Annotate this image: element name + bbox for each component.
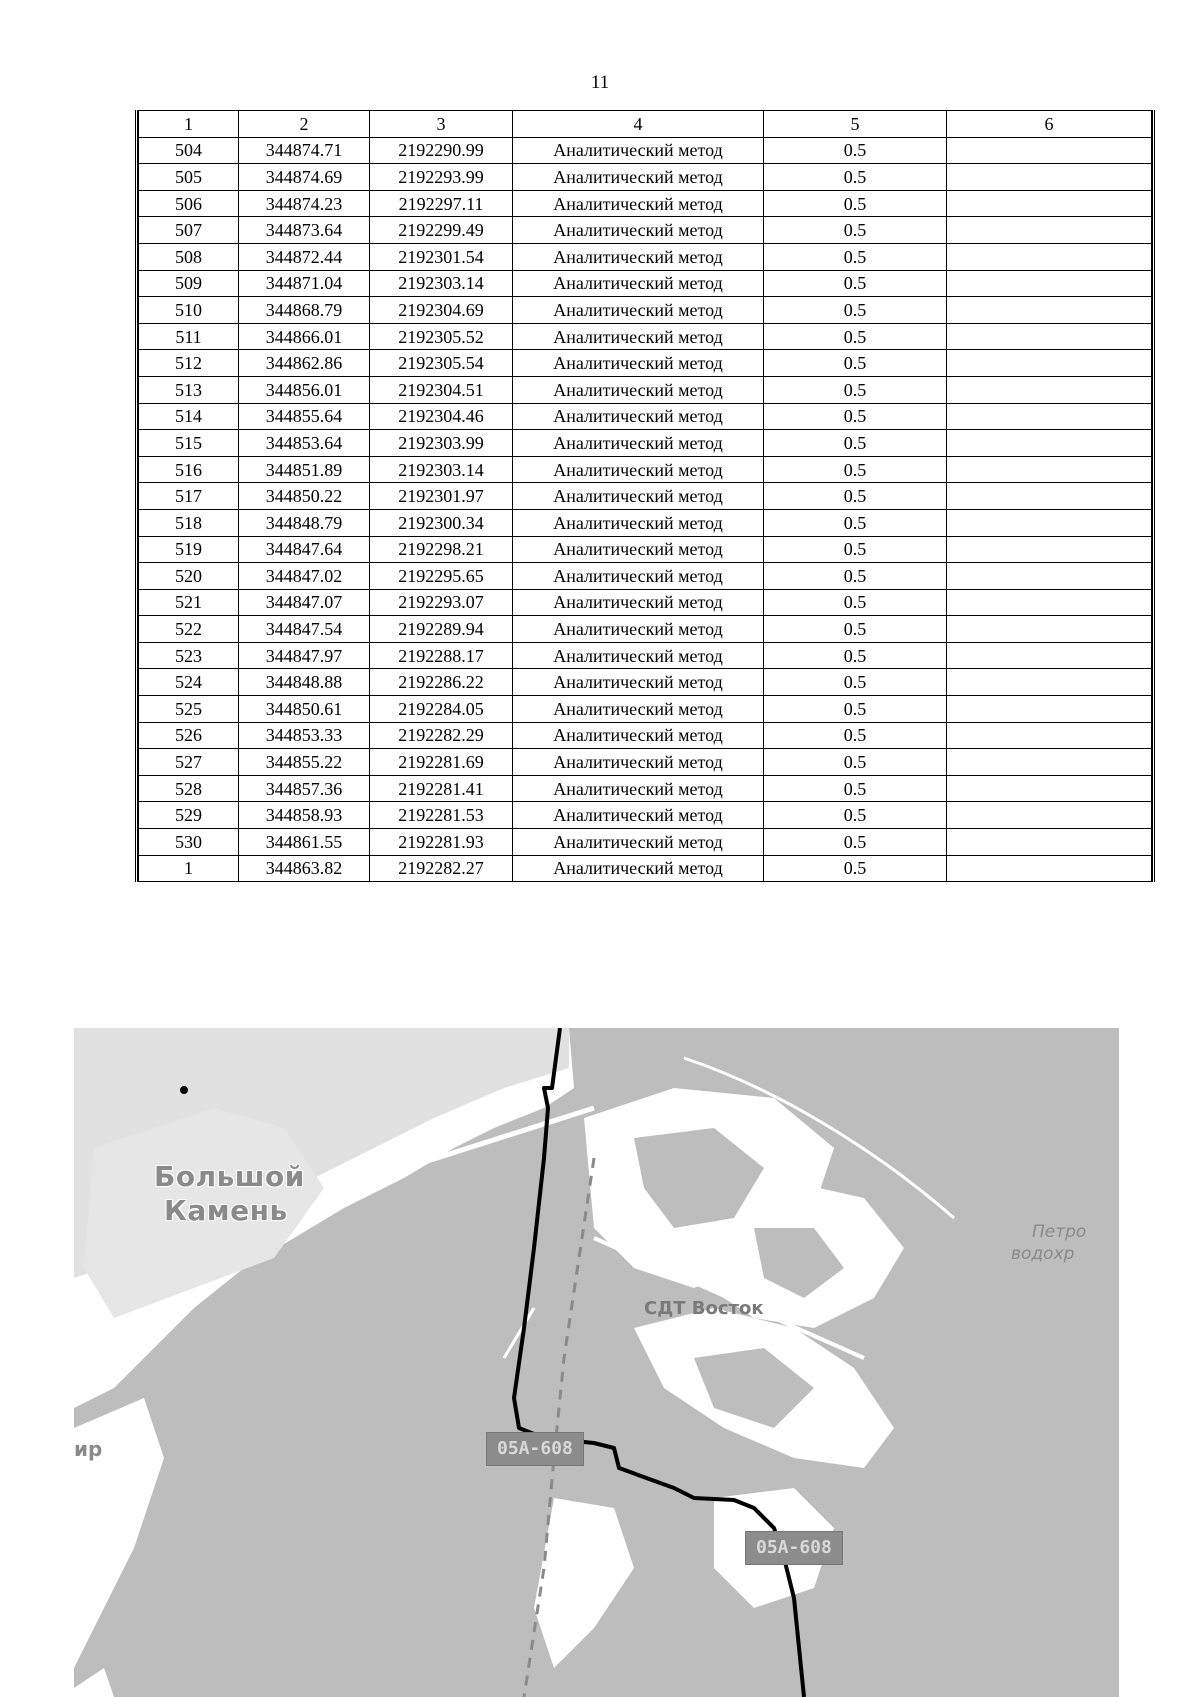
method-cell: Аналитический метод <box>513 696 764 723</box>
y-coordinate-cell: 2192281.93 <box>370 829 513 856</box>
table-row <box>139 775 1152 802</box>
location-dot <box>180 1086 188 1094</box>
accuracy-cell: 0.5 <box>764 270 947 297</box>
road-shield-1: 05А-608 <box>486 1432 584 1466</box>
table-row <box>139 589 1152 616</box>
accuracy-cell: 0.5 <box>764 616 947 643</box>
y-coordinate-cell: 2192281.41 <box>370 775 513 802</box>
accuracy-cell: 0.5 <box>764 642 947 669</box>
y-coordinate-cell: 2192282.29 <box>370 722 513 749</box>
accuracy-cell: 0.5 <box>764 829 947 856</box>
header-cell-4: 4 <box>513 111 764 138</box>
table-row <box>139 376 1152 403</box>
x-coordinate-cell: 344855.22 <box>239 749 370 776</box>
point-number-cell: 509 <box>139 270 239 297</box>
point-number-cell: 518 <box>139 509 239 536</box>
x-coordinate-cell: 344848.88 <box>239 669 370 696</box>
method-cell: Аналитический метод <box>513 855 764 882</box>
method-cell: Аналитический метод <box>513 722 764 749</box>
y-coordinate-cell: 2192303.14 <box>370 270 513 297</box>
table-row <box>139 217 1152 244</box>
note-cell <box>947 137 1152 164</box>
method-cell: Аналитический метод <box>513 376 764 403</box>
note-cell <box>947 749 1152 776</box>
table-row <box>139 403 1152 430</box>
point-number-cell: 528 <box>139 775 239 802</box>
x-coordinate-cell: 344856.01 <box>239 376 370 403</box>
map-fragment <box>74 1028 1119 1697</box>
table-header <box>139 111 1152 138</box>
table-row <box>139 749 1152 776</box>
x-coordinate-cell: 344861.55 <box>239 829 370 856</box>
x-coordinate-cell: 344874.69 <box>239 164 370 191</box>
method-cell: Аналитический метод <box>513 616 764 643</box>
method-cell: Аналитический метод <box>513 323 764 350</box>
note-cell <box>947 430 1152 457</box>
y-coordinate-cell: 2192290.99 <box>370 137 513 164</box>
x-coordinate-cell: 344863.82 <box>239 855 370 882</box>
accuracy-cell: 0.5 <box>764 243 947 270</box>
note-cell <box>947 829 1152 856</box>
method-cell: Аналитический метод <box>513 589 764 616</box>
note-cell <box>947 323 1152 350</box>
page-number: 11 <box>590 72 610 93</box>
accuracy-cell: 0.5 <box>764 509 947 536</box>
town-label-line1: Большой <box>154 1160 305 1193</box>
coordinates-table <box>138 110 1152 882</box>
x-coordinate-cell: 344862.86 <box>239 350 370 377</box>
accuracy-cell: 0.5 <box>764 749 947 776</box>
note-cell <box>947 297 1152 324</box>
y-coordinate-cell: 2192298.21 <box>370 536 513 563</box>
method-cell: Аналитический метод <box>513 775 764 802</box>
y-coordinate-cell: 2192288.17 <box>370 642 513 669</box>
note-cell <box>947 243 1152 270</box>
y-coordinate-cell: 2192301.97 <box>370 483 513 510</box>
accuracy-cell: 0.5 <box>764 430 947 457</box>
note-cell <box>947 350 1152 377</box>
x-coordinate-cell: 344847.97 <box>239 642 370 669</box>
method-cell: Аналитический метод <box>513 270 764 297</box>
method-cell: Аналитический метод <box>513 350 764 377</box>
x-coordinate-cell: 344872.44 <box>239 243 370 270</box>
point-number-cell: 508 <box>139 243 239 270</box>
accuracy-cell: 0.5 <box>764 483 947 510</box>
water-label-line1: Петро <box>1032 1222 1087 1242</box>
header-cell-1: 1 <box>139 111 239 138</box>
point-number-cell: 523 <box>139 642 239 669</box>
y-coordinate-cell: 2192293.07 <box>370 589 513 616</box>
point-number-cell: 505 <box>139 164 239 191</box>
note-cell <box>947 190 1152 217</box>
y-coordinate-cell: 2192301.54 <box>370 243 513 270</box>
x-coordinate-cell: 344871.04 <box>239 270 370 297</box>
point-number-cell: 522 <box>139 616 239 643</box>
x-coordinate-cell: 344858.93 <box>239 802 370 829</box>
note-cell <box>947 696 1152 723</box>
x-coordinate-cell: 344847.02 <box>239 563 370 590</box>
point-number-cell: 510 <box>139 297 239 324</box>
method-cell: Аналитический метод <box>513 563 764 590</box>
table-row <box>139 430 1152 457</box>
table-row <box>139 270 1152 297</box>
coordinates-table-frame <box>135 110 1155 882</box>
table-row <box>139 616 1152 643</box>
table-row <box>139 297 1152 324</box>
table-row <box>139 323 1152 350</box>
x-coordinate-cell: 344847.64 <box>239 536 370 563</box>
table-row <box>139 855 1152 882</box>
accuracy-cell: 0.5 <box>764 589 947 616</box>
point-number-cell: 507 <box>139 217 239 244</box>
table-row <box>139 164 1152 191</box>
y-coordinate-cell: 2192293.99 <box>370 164 513 191</box>
point-number-cell: 519 <box>139 536 239 563</box>
accuracy-cell: 0.5 <box>764 536 947 563</box>
x-coordinate-cell: 344851.89 <box>239 456 370 483</box>
point-number-cell: 512 <box>139 350 239 377</box>
x-coordinate-cell: 344850.22 <box>239 483 370 510</box>
y-coordinate-cell: 2192297.11 <box>370 190 513 217</box>
accuracy-cell: 0.5 <box>764 164 947 191</box>
water-label-line2: водохр <box>1011 1244 1075 1264</box>
method-cell: Аналитический метод <box>513 483 764 510</box>
accuracy-cell: 0.5 <box>764 190 947 217</box>
note-cell <box>947 855 1152 882</box>
town-label-line2: Камень <box>164 1194 288 1227</box>
map-canvas <box>74 1028 1119 1697</box>
y-coordinate-cell: 2192303.99 <box>370 430 513 457</box>
point-number-cell: 526 <box>139 722 239 749</box>
method-cell: Аналитический метод <box>513 536 764 563</box>
method-cell: Аналитический метод <box>513 403 764 430</box>
point-number-cell: 529 <box>139 802 239 829</box>
accuracy-cell: 0.5 <box>764 376 947 403</box>
method-cell: Аналитический метод <box>513 217 764 244</box>
table-row <box>139 536 1152 563</box>
x-coordinate-cell: 344857.36 <box>239 775 370 802</box>
method-cell: Аналитический метод <box>513 190 764 217</box>
header-cell-2: 2 <box>239 111 370 138</box>
method-cell: Аналитический метод <box>513 669 764 696</box>
point-number-cell: 511 <box>139 323 239 350</box>
accuracy-cell: 0.5 <box>764 403 947 430</box>
point-number-cell: 515 <box>139 430 239 457</box>
y-coordinate-cell: 2192304.46 <box>370 403 513 430</box>
point-number-cell: 504 <box>139 137 239 164</box>
table-row <box>139 696 1152 723</box>
table-row <box>139 483 1152 510</box>
accuracy-cell: 0.5 <box>764 802 947 829</box>
y-coordinate-cell: 2192281.69 <box>370 749 513 776</box>
note-cell <box>947 589 1152 616</box>
table-row <box>139 669 1152 696</box>
table-row <box>139 243 1152 270</box>
header-cell-3: 3 <box>370 111 513 138</box>
accuracy-cell: 0.5 <box>764 722 947 749</box>
note-cell <box>947 217 1152 244</box>
method-cell: Аналитический метод <box>513 243 764 270</box>
x-coordinate-cell: 344874.23 <box>239 190 370 217</box>
point-number-cell: 1 <box>139 855 239 882</box>
x-coordinate-cell: 344853.64 <box>239 430 370 457</box>
note-cell <box>947 616 1152 643</box>
accuracy-cell: 0.5 <box>764 323 947 350</box>
point-number-cell: 527 <box>139 749 239 776</box>
x-coordinate-cell: 344848.79 <box>239 509 370 536</box>
accuracy-cell: 0.5 <box>764 669 947 696</box>
accuracy-cell: 0.5 <box>764 137 947 164</box>
method-cell: Аналитический метод <box>513 749 764 776</box>
method-cell: Аналитический метод <box>513 430 764 457</box>
table-row <box>139 137 1152 164</box>
x-coordinate-cell: 344873.64 <box>239 217 370 244</box>
header-cell-5: 5 <box>764 111 947 138</box>
note-cell <box>947 722 1152 749</box>
table-row <box>139 456 1152 483</box>
x-coordinate-cell: 344853.33 <box>239 722 370 749</box>
table-row <box>139 802 1152 829</box>
method-cell: Аналитический метод <box>513 509 764 536</box>
note-cell <box>947 802 1152 829</box>
table-row <box>139 350 1152 377</box>
point-number-cell: 521 <box>139 589 239 616</box>
point-number-cell: 520 <box>139 563 239 590</box>
point-number-cell: 514 <box>139 403 239 430</box>
y-coordinate-cell: 2192284.05 <box>370 696 513 723</box>
y-coordinate-cell: 2192305.54 <box>370 350 513 377</box>
x-coordinate-cell: 344847.54 <box>239 616 370 643</box>
y-coordinate-cell: 2192303.14 <box>370 456 513 483</box>
y-coordinate-cell: 2192304.69 <box>370 297 513 324</box>
point-number-cell: 525 <box>139 696 239 723</box>
method-cell: Аналитический метод <box>513 829 764 856</box>
point-number-cell: 506 <box>139 190 239 217</box>
method-cell: Аналитический метод <box>513 456 764 483</box>
table-row <box>139 722 1152 749</box>
y-coordinate-cell: 2192282.27 <box>370 855 513 882</box>
road-shield-2: 05А-608 <box>745 1531 843 1565</box>
table-row <box>139 190 1152 217</box>
y-coordinate-cell: 2192300.34 <box>370 509 513 536</box>
table-row <box>139 563 1152 590</box>
note-cell <box>947 270 1152 297</box>
accuracy-cell: 0.5 <box>764 297 947 324</box>
y-coordinate-cell: 2192305.52 <box>370 323 513 350</box>
note-cell <box>947 563 1152 590</box>
y-coordinate-cell: 2192304.51 <box>370 376 513 403</box>
point-number-cell: 513 <box>139 376 239 403</box>
accuracy-cell: 0.5 <box>764 696 947 723</box>
accuracy-cell: 0.5 <box>764 563 947 590</box>
accuracy-cell: 0.5 <box>764 217 947 244</box>
accuracy-cell: 0.5 <box>764 350 947 377</box>
accuracy-cell: 0.5 <box>764 456 947 483</box>
header-row <box>139 111 1152 138</box>
x-coordinate-cell: 344855.64 <box>239 403 370 430</box>
accuracy-cell: 0.5 <box>764 855 947 882</box>
y-coordinate-cell: 2192286.22 <box>370 669 513 696</box>
table-row <box>139 829 1152 856</box>
x-coordinate-cell: 344866.01 <box>239 323 370 350</box>
y-coordinate-cell: 2192299.49 <box>370 217 513 244</box>
point-number-cell: 524 <box>139 669 239 696</box>
method-cell: Аналитический метод <box>513 137 764 164</box>
x-coordinate-cell: 344847.07 <box>239 589 370 616</box>
x-coordinate-cell: 344850.61 <box>239 696 370 723</box>
note-cell <box>947 164 1152 191</box>
point-number-cell: 517 <box>139 483 239 510</box>
header-cell-6: 6 <box>947 111 1152 138</box>
point-number-cell: 530 <box>139 829 239 856</box>
table-body <box>139 137 1152 882</box>
x-coordinate-cell: 344874.71 <box>239 137 370 164</box>
x-coordinate-cell: 344868.79 <box>239 297 370 324</box>
table-row <box>139 642 1152 669</box>
method-cell: Аналитический метод <box>513 297 764 324</box>
y-coordinate-cell: 2192281.53 <box>370 802 513 829</box>
method-cell: Аналитический метод <box>513 642 764 669</box>
method-cell: Аналитический метод <box>513 164 764 191</box>
y-coordinate-cell: 2192289.94 <box>370 616 513 643</box>
left-edge-label: ир <box>74 1437 103 1461</box>
point-number-cell: 516 <box>139 456 239 483</box>
accuracy-cell: 0.5 <box>764 775 947 802</box>
y-coordinate-cell: 2192295.65 <box>370 563 513 590</box>
note-cell <box>947 536 1152 563</box>
note-cell <box>947 456 1152 483</box>
note-cell <box>947 403 1152 430</box>
table-row <box>139 509 1152 536</box>
method-cell: Аналитический метод <box>513 802 764 829</box>
settlement-label: СДТ Восток <box>644 1298 764 1319</box>
note-cell <box>947 642 1152 669</box>
note-cell <box>947 483 1152 510</box>
note-cell <box>947 509 1152 536</box>
note-cell <box>947 775 1152 802</box>
note-cell <box>947 376 1152 403</box>
note-cell <box>947 669 1152 696</box>
